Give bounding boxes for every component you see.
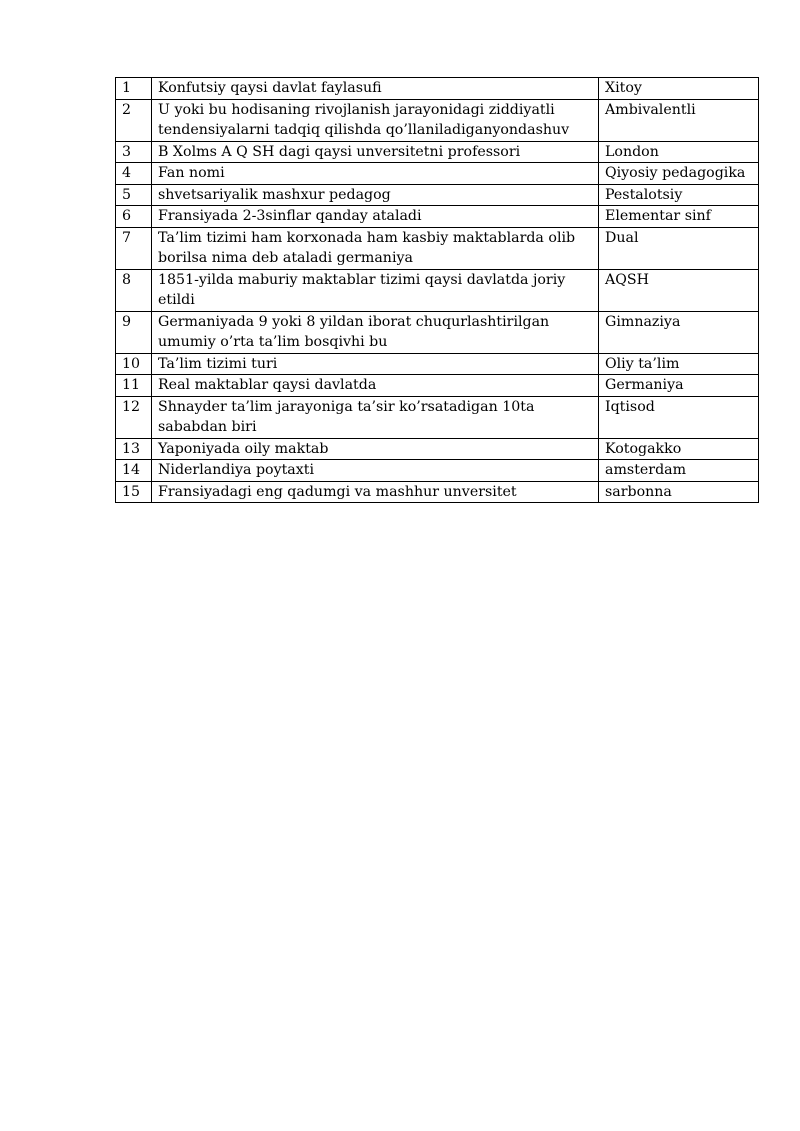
row-number: 2 [116,99,152,141]
row-number: 6 [116,206,152,228]
table-row [116,99,759,141]
row-number: 10 [116,353,152,375]
answer-cell: Germaniya [599,375,759,397]
question-cell: Shnayder ta’lim jarayoniga ta’sir ko’rsatadigan 10ta sababdan biri [152,396,599,438]
table-row [116,460,759,482]
table-row [116,481,759,503]
row-number: 8 [116,269,152,311]
row-number: 3 [116,141,152,163]
table-row [116,206,759,228]
row-number: 9 [116,311,152,353]
answer-cell: AQSH [599,269,759,311]
row-number: 4 [116,163,152,185]
table-row [116,227,759,269]
row-number: 14 [116,460,152,482]
question-cell: Fransiyada 2-3sinflar qanday ataladi [152,206,599,228]
answer-cell: Elementar sinf [599,206,759,228]
question-cell: B Xolms A Q SH dagi qaysi unversitetni professori [152,141,599,163]
answer-cell: London [599,141,759,163]
answer-cell: Qiyosiy pedagogika [599,163,759,185]
table-row [116,141,759,163]
question-cell: Yaponiyada oily maktab [152,438,599,460]
answer-cell: Iqtisod [599,396,759,438]
table-row [116,184,759,206]
table-row [116,396,759,438]
question-cell: U yoki bu hodisaning rivojlanish jarayonidagi ziddiyatli tendensiyalarni tadqiq qilishda qo’llaniladiganyondashuv [152,99,599,141]
answer-cell: Kotogakko [599,438,759,460]
table-row [116,311,759,353]
answer-cell: sarbonna [599,481,759,503]
question-cell: Fransiyadagi eng qadumgi va mashhur unversitet [152,481,599,503]
qa-table-body [116,78,759,503]
table-row [116,353,759,375]
question-cell: Ta’lim tizimi ham korxonada ham kasbiy maktablarda olib borilsa nima deb ataladi germaniya [152,227,599,269]
answer-cell: amsterdam [599,460,759,482]
row-number: 1 [116,78,152,100]
row-number: 5 [116,184,152,206]
answer-cell: Gimnaziya [599,311,759,353]
question-cell: Real maktablar qaysi davlatda [152,375,599,397]
table-row [116,438,759,460]
table-row [116,375,759,397]
question-cell: Konfutsiy qaysi davlat faylasufi [152,78,599,100]
table-row [116,269,759,311]
answer-cell: Oliy ta’lim [599,353,759,375]
question-cell: Fan nomi [152,163,599,185]
answer-cell: Xitoy [599,78,759,100]
question-cell: Niderlandiya poytaxti [152,460,599,482]
question-cell: Ta’lim tizimi turi [152,353,599,375]
question-cell: Germaniyada 9 yoki 8 yildan iborat chuqurlashtirilgan umumiy o’rta ta’lim bosqivhi bu [152,311,599,353]
row-number: 7 [116,227,152,269]
row-number: 15 [116,481,152,503]
table-row [116,163,759,185]
row-number: 11 [116,375,152,397]
table-row [116,78,759,100]
answer-cell: Pestalotsiy [599,184,759,206]
question-cell: 1851-yilda maburiy maktablar tizimi qaysi davlatda joriy etildi [152,269,599,311]
qa-table [115,77,759,503]
row-number: 12 [116,396,152,438]
answer-cell: Dual [599,227,759,269]
question-cell: shvetsariyalik mashxur pedagog [152,184,599,206]
answer-cell: Ambivalentli [599,99,759,141]
row-number: 13 [116,438,152,460]
